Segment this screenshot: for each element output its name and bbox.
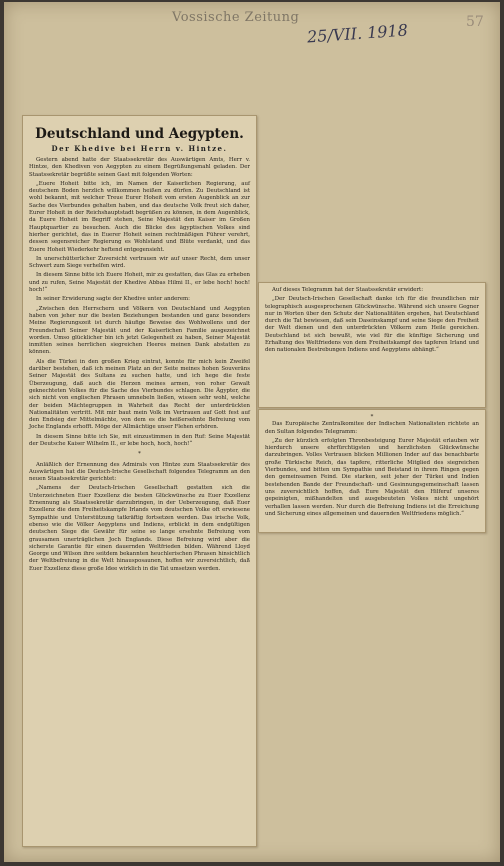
newspaper-masthead: Vossische Zeitung [172, 10, 300, 25]
paragraph: In diesem Sinne bitte ich Euere Hoheit, mir zu gestatten, das Glas zu erheben und zu rufen, Seine Majestät der Khedive Abbas Hilmi II., er lebe hoch! hoch! hoch!“ [29, 272, 250, 294]
handwritten-date: 25/VII. 1918 [306, 20, 409, 47]
paragraph: „Namens der Deutsch-Irischen Gesellschaft gestatten sich die Unterzeichneten Euer Exzellenz die besten Glückwünsche zu Euer Exzellenz Ernennung als Staatssekretär darzubringen, in der Ueberzeugung, daß Euer Exzellenz die dem Freiheitskampfe Irlands vom deutschen Volke oft erwiesene Sympathie und Unterstützung tatkräftig fortsetzen werden. Das irische Volk, ebenso wie die Völker Aegyptens und Indiens, erblickt in dem endgültigen deutschen Siege die Gewähr für seine so lange ersehnte Befreiung vom grausamen unerträglichen Joch Englands. Diese Befreiung wird aber die sicherste Garantie für einen dauernden Weltfrieden bilden. Während Lloyd George und Wilson ihre seitdem bekannten heuchlerischen Phrasen hinsichtlich der Weltbefreiung in die Welt hinausposaunen, hoffen wir zuversichtlich, daß Euer Exzellenz diese große Idee wirklich in die Tat umsetzen werden. [29, 485, 250, 572]
main-article-clipping [22, 115, 257, 847]
paragraph: „Zu der kürzlich erfolgten Thronbesteigung Eurer Majestät erlauben wir hierdurch unsere ehrfürchtigsten und herzlichsten Glückwünsche darzubringen. Volles Vertrauen blicken Millionen Inder auf das benachbarte große Türkische Reich, das tapfere, ritterliche Mitglied des siegreichen Vierbundes, und bitten um Sympathie und Beistand in ihrem Ringen gegen den gemeinsamen Feind. Die starken, seit jeher der Türkei und Indien bestehenden Bande der Freundschaft- und Gesinnungsgemeinschaft lassen uns zuversichtlich hoffen, daß Eure Majestät den Hilferuf unseres gepeinigten, mißhandelten und ausgebeuteten Volkes nicht ungehört verhallen lassen werden. Nur durch die Befreiung Indiens ist die Erreichung und Sicherung eines allgemeinen und dauernden Weltfriedens möglich.“ [265, 437, 479, 517]
paragraph: Gestern abend hatte der Staatssekretär des Auswärtigen Amts, Herr v. Hintze, den Khediven von Aegypten zu einem Begrüßungsmahl geladen. Der Staatssekretär begrüßte seinen Gast mit folgenden Worten: [29, 157, 250, 178]
paragraph: „Zwischen den Herrschern und Völkern von Deutschland und Aegypten haben von jeher nur die besten Beziehungen bestanden und ganz besonders Meine Regierungszeit ist durch häufige Beweise des Wohlwollens und der Freundschaft Seiner Majestät und der Kaiserlichen Familie ausgezeichnet worden. Umso glücklicher bin ich jetzt Gelegenheit zu haben, Seiner Majestät inmitten seines herrlichen siegreichen Heeres meinen Dank abstatten zu können. [29, 305, 250, 356]
paragraph: „Euere Hoheit bitte ich, im Namen der Kaiserlichen Regierung, auf deutschem Boden herzlich willkommen heißen zu dürfen. Zu Deutschland ist wohl bekannt, mit welcher Treue Eurer Hoheit vom ersten Augenblick an zur Sache des Vierbundes gehalten haben, und das deutsche Volk freut sich daher, Eurer Hoheit in der Reichshauptstadt begrüßen zu können, in dem Augenblick, da Euere Hoheit im Begriff stehen, Seine Majestät den Kaiser im Großen Hauptquartier zu besuchen. Auch die Blicke des ägyptischen Volkes sind hierher gerichtet, das in Euerer Hoheit seinen rechtmäßigen Führer verehrt, dessen segensreicher Regierung es Wohlstand und Blüte verdankt, und das Euere Hoheit Wiederkehr heftend entgegensieht. [29, 180, 250, 253]
article-headline: Deutschland und Aegypten. [35, 126, 244, 142]
article-body [23, 157, 256, 573]
article-subheading: Der Khedive bei Herrn v. Hintze. [51, 144, 228, 153]
paragraph: In diesem Sinne bitte ich Sie, mit einzustimmen in den Ruf: Seine Majestät der Deutsche Kaiser Wilhelm II., er lebe hoch, hoch, hoch!“ [29, 433, 250, 447]
indian-committee-body [259, 410, 485, 524]
indian-committee-clipping [258, 409, 486, 533]
paragraph: Auf dieses Telegramm hat der Staatssekretär erwidert: [272, 287, 424, 293]
separator: * [370, 414, 374, 420]
paragraph: In seiner Erwiderung sagte der Khedive unter anderem: [36, 296, 190, 303]
archive-page [4, 2, 500, 862]
paragraph: Als die Türkei in den großen Krieg eintrat, konnte für mich kein Zweifel darüber bestehen, daß ich meinen Platz an der Seite meines hohen Souveräns Seiner Majestät des Sultans zu suchen hatte, und ich hege die feste Überzeugung, daß auch die Herzen meines armen, von roher Gewalt geknechteten Volkes für die Sache des Vierbundes schlagen. Die Ägypter, die sich nicht von englischen Phrasen umnebeln ließen, wissen sehr wohl, welche der beiden Mächtegruppen in Wahrheit das Recht der unterdrückten Nationalitäten vertritt. Mit mir baut mein Volk im Vertrauen auf Gott fest auf den Endsieg der Mittelmächte, von dem es die heißersehnte Befreiung vom Joche Englands erhofft. Möge der Allmächtige unser Flehen erhören. [29, 358, 250, 431]
telegram-reply-clipping [258, 282, 486, 408]
telegram-reply-body [259, 283, 485, 361]
page-number: 57 [466, 14, 484, 30]
paragraph: In unerschütterlicher Zuversicht vertrauen wir auf unser Recht, dem unser Schwert zum Siege verhelfen wird. [29, 255, 250, 270]
paragraph: Anläßlich der Ernennung des Admirals von Hintze zum Staatssekretär des Auswärtigen hat die Deutsch-Irische Gesellschaft folgendes Telegramm an den neuen Staatssekretär gerichtet: [29, 461, 250, 483]
paragraph: „Der Deutsch-Irischen Gesellschaft danke ich für die freundlichen mir telegraphisch ausgesprochenen Glückwünsche. Während sich unsere Gegner nur in Worten über den Schutz der Nationalitäten ergehen, hat Deutschland durch die Tat bewiesen, daß sein Daseinskampf und seine Siege den Freiheit der Welt dienen und den unterdrückten Völkern zum Heile gereichen. Deutschland ist sich bewußt, wie viel für die künftige Sicherung und Erhaltung des Weltfriedens von dem Freiheitskampf des tapferen Irland und den nationalen Bestrebungen Indiens und Aegyptens abhängt.“ [265, 296, 479, 354]
paragraph: Das Europäische Zentralkomitee der Indischen Nationalisten richtete an den Sultan folgendes Telegramm: [265, 421, 479, 435]
separator: * [138, 451, 141, 458]
